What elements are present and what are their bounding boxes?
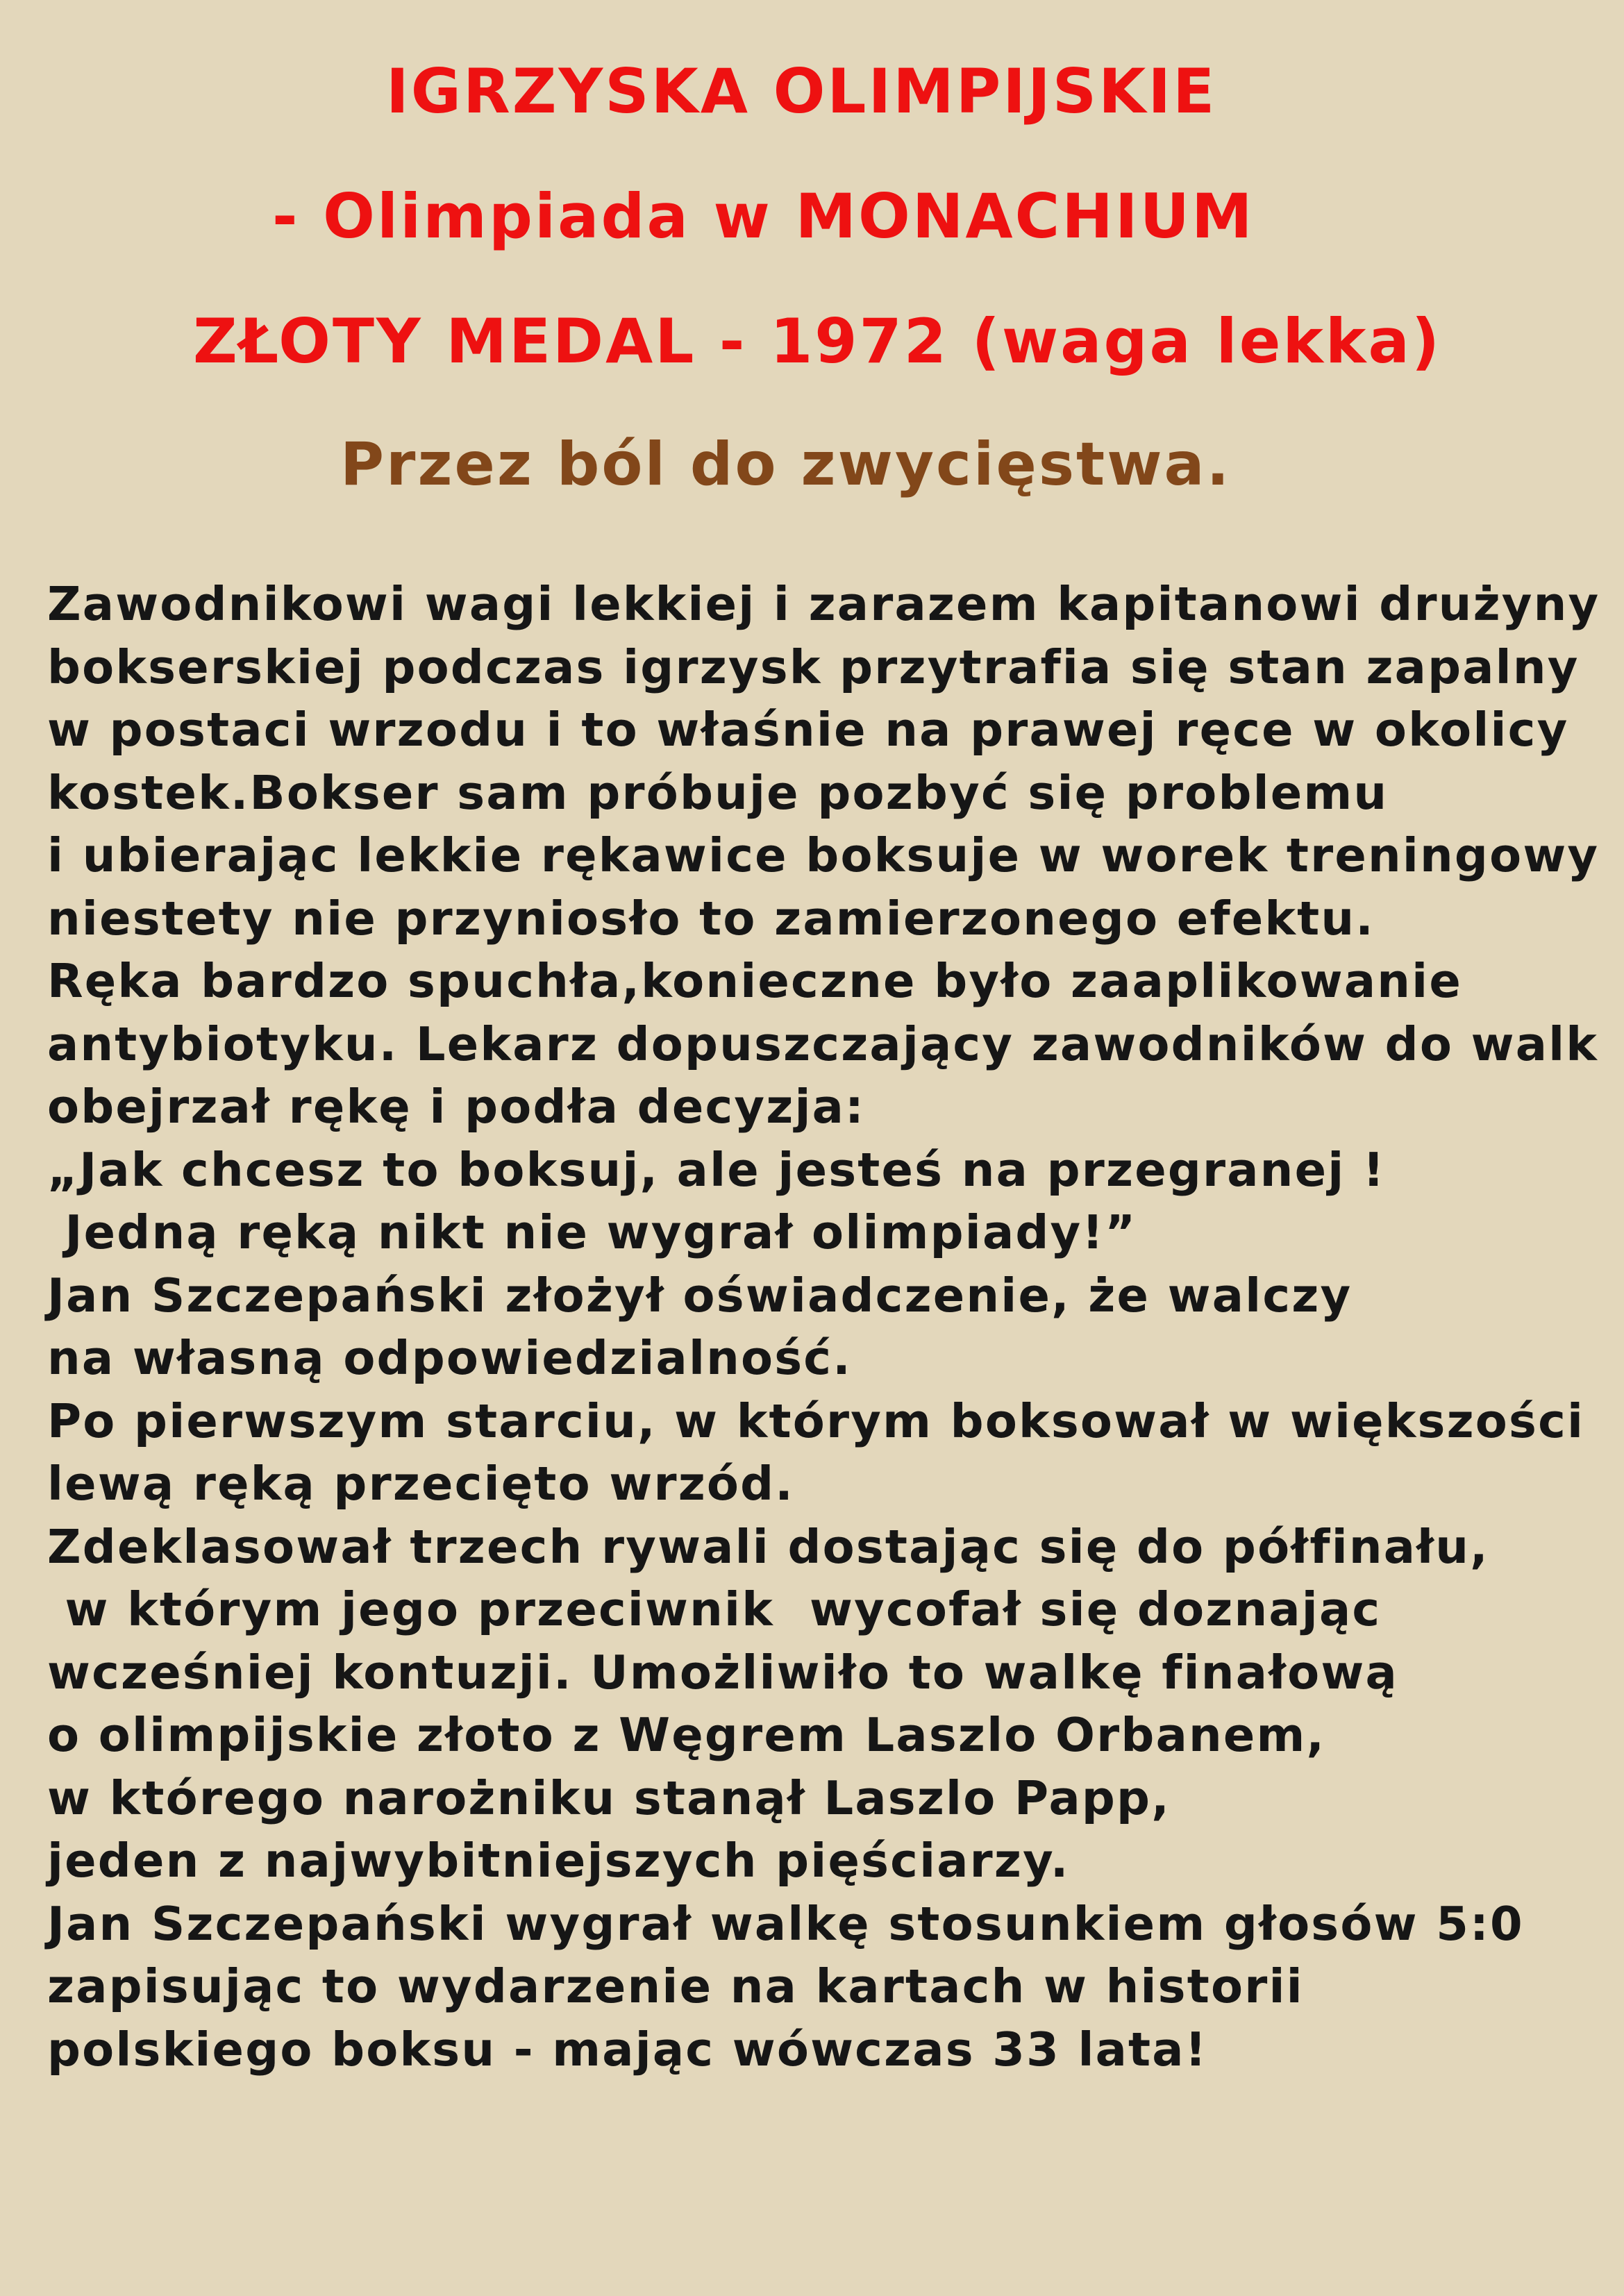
title-line-1: IGRZYSKA OLIMPIJSKIE [386, 56, 1217, 127]
body-line: lewą ręką przecięto wrzód. [47, 1457, 794, 1511]
body-line: Zdeklasował trzech rywali dostając się do półfinału, [47, 1519, 1489, 1574]
body-line: w postaci wrzodu i to właśnie na prawej ręce w okolicy [47, 703, 1569, 757]
body-text [47, 573, 1616, 2081]
body-line: Ręka bardzo spuchła,konieczne było zaaplikowanie [47, 954, 1462, 1008]
body-line: i ubierając lekkie rękawice boksuje w worek treningowy [47, 828, 1600, 882]
title-line-3: ZŁOTY MEDAL - 1972 (waga lekka) [193, 305, 1442, 377]
title-line-2: - Olimpiada w MONACHIUM [272, 181, 1255, 252]
body-line: w którym jego przeciwnik wycofał się doznając [47, 1582, 1382, 1636]
body-line: antybiotyku. Lekarz dopuszczający zawodników do walk [47, 1016, 1599, 1071]
subtitle: Przez ból do zwycięstwa. [340, 430, 1232, 499]
body-line: Po pierwszym starciu, w którym boksował w większości [47, 1393, 1585, 1448]
body-line: Jan Szczepański złożył oświadczenie, że walczy [47, 1268, 1353, 1323]
body-line: „Jak chcesz to boksuj, ale jesteś na przegranej ! [47, 1142, 1386, 1197]
body-line: Jan Szczepański wygrał walkę stosunkiem głosów 5:0 [47, 1896, 1524, 1951]
body-line: kostek.Bokser sam próbuje pozbyć się problemu [47, 765, 1389, 820]
body-line: polskiego boksu - mając wówczas 33 lata! [47, 2022, 1208, 2077]
body-line: na własną odpowiedzialność. [47, 1331, 852, 1385]
body-line: bokserskiej podczas igrzysk przytrafia się stan zapalny [47, 639, 1580, 694]
body-line: niestety nie przyniosło to zamierzonego efektu. [47, 891, 1375, 946]
body-line: obejrzał rękę i podła decyzja: [47, 1080, 866, 1134]
body-line: Zawodnikowi wagi lekkiej i zarazem kapitanowi drużyny [47, 577, 1600, 631]
body-line: o olimpijskie złoto z Węgrem Laszlo Orbanem, [47, 1708, 1326, 1762]
body-line: jeden z najwybitniejszych pięściarzy. [47, 1834, 1070, 1888]
body-line: zapisując to wydarzenie na kartach w historii [47, 1959, 1304, 2013]
body-line: w którego narożniku stanął Laszlo Papp, [47, 1770, 1171, 1825]
body-line: Jedną ręką nikt nie wygrał olimpiady!” [47, 1205, 1137, 1259]
body-line: wcześniej kontuzji. Umożliwiło to walkę finałową [47, 1645, 1398, 1700]
